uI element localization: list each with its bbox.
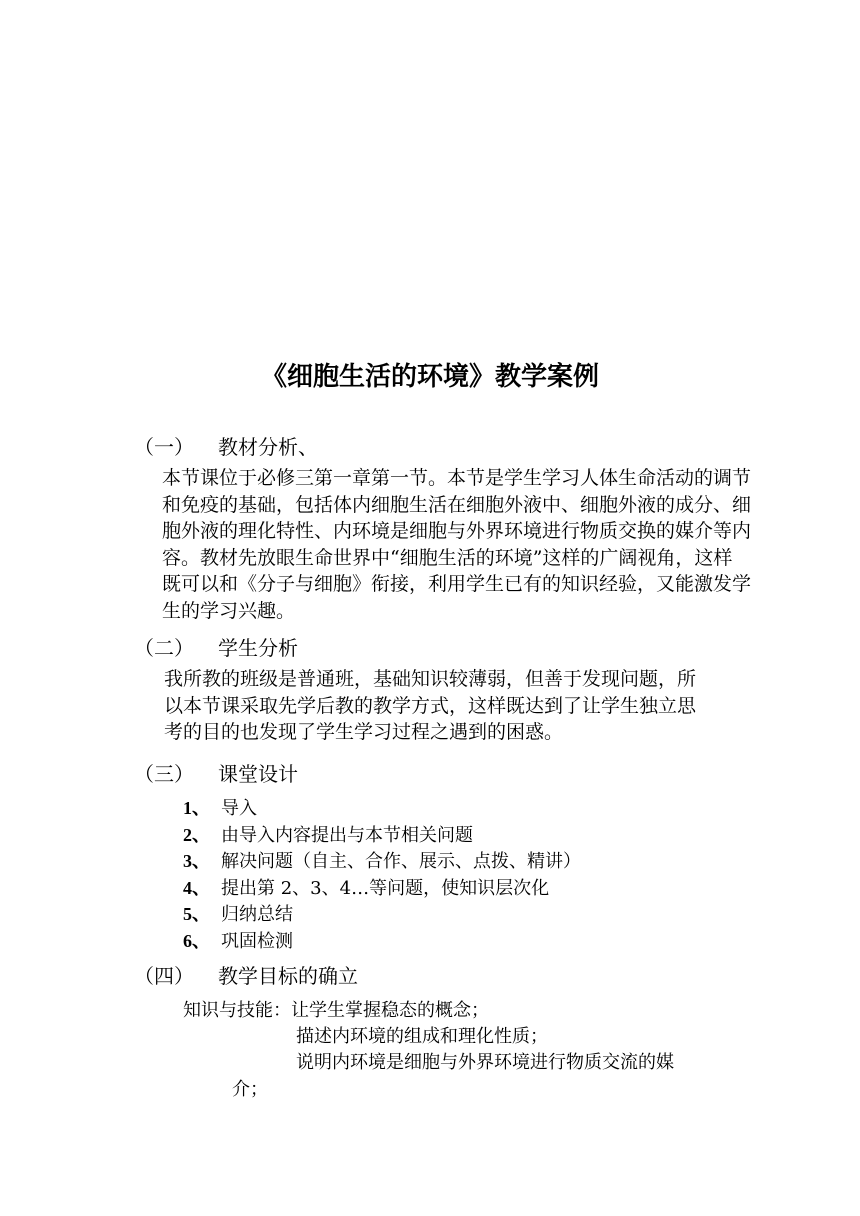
document-title: 《细胞生活的环境》教学案例: [260, 362, 599, 392]
section-4-number: （四）: [134, 964, 194, 988]
section-2-title: 学生分析: [218, 636, 298, 660]
section-1-number: （一）: [134, 435, 194, 459]
list-item: 1、 导入: [183, 798, 257, 819]
paragraph-line: 胞外液的理化特性、内环境是细胞与外界环境进行物质交换的媒介等内: [162, 520, 752, 542]
section-4-heading: [134, 960, 358, 989]
objective-line-2: 描述内环境的组成和理化性质；: [296, 1026, 548, 1047]
list-item: 6、 巩固检测: [183, 930, 293, 952]
objective-line-1: 知识与技能：让学生掌握稳态的概念；: [183, 1000, 489, 1021]
paragraph-line: 考的目的也发现了学生学习过程之遇到的困惑。: [164, 721, 564, 743]
paragraph-line: 既可以和《分子与细胞》衔接，利用学生已有的知识经验，又能激发学: [162, 573, 752, 595]
objective-line-4: 介；: [232, 1079, 268, 1100]
paragraph-line: 本节课位于必修三第一章第一节。本节是学生学习人体生命活动的调节: [162, 467, 752, 489]
list-item: 4、 提出第 2、3、4…等问题，使知识层次化: [183, 877, 550, 899]
section-3-title: 课堂设计: [218, 762, 298, 786]
paragraph-line: 和免疫的基础，包括体内细胞生活在细胞外液中、细胞外液的成分、细: [162, 493, 752, 516]
section-3-heading: [134, 758, 298, 787]
list-item: 2、 由导入内容提出与本节相关问题: [183, 824, 473, 846]
paragraph-line: 容。教材先放眼生命世界中“细胞生活的环境”这样的广阔视角，这样: [162, 546, 733, 569]
section-3-number: （三）: [134, 762, 194, 786]
paragraph-line: 以本节课采取先学后教的教学方式，这样既达到了让学生独立思: [164, 694, 697, 717]
section-2-number: （二）: [134, 636, 194, 660]
section-4-title: 教学目标的确立: [218, 964, 358, 988]
paragraph-line: 我所教的班级是普通班，基础知识较薄弱，但善于发现问题，所: [164, 668, 697, 690]
section-2-paragraph: [164, 666, 696, 746]
section-2-heading: [134, 632, 298, 661]
list-item: 3、 解决问题（自主、合作、展示、点拨、精讲）: [183, 851, 581, 872]
paragraph-line: 生的学习兴趣。: [162, 599, 296, 622]
section-1-title: 教材分析、: [218, 435, 318, 459]
objective-label: 知识与技能：: [183, 1000, 291, 1021]
objective-line-3: 说明内环境是细胞与外界环境进行物质交流的媒: [296, 1052, 674, 1073]
section-1-paragraph: [162, 465, 751, 624]
section-1-heading: [134, 431, 318, 460]
list-item: 5、 归纳总结: [183, 904, 293, 925]
course-design-list: [183, 794, 643, 954]
